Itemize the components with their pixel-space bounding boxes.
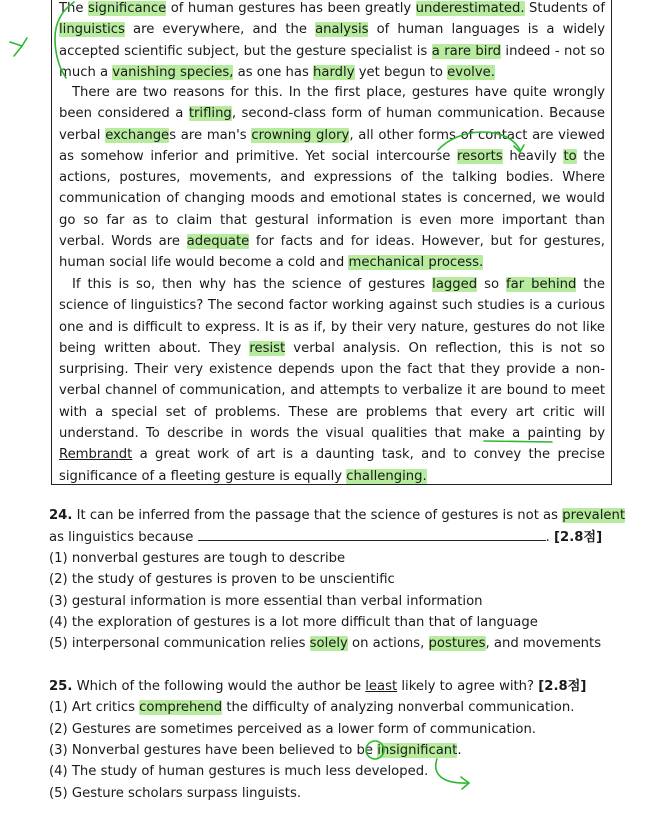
pen-checkmark-stroke [10,38,27,56]
q24-option-4: (4) the exploration of gestures is a lot more difficult than that of language [49,615,538,630]
q25-option-2: (2) Gestures are sometimes perceived as a lower form of communication. [49,722,536,737]
passage-paragraph-1: The significance of human gestures has been greatly underestimated. Students of linguistics are everywhere, and the analysis of human languages is a widely accepted scientific subject, but the gesture specialist is a rare bird indeed - not so much a vanishing species, as one has hardly yet begun to evolve. [59,1,605,80]
q24-option-2: (2) the study of gestures is proven to be unscientific [49,572,395,587]
highlighted-phrase: significance [87,1,167,16]
underlined-phrase: Rembrandt [59,447,133,463]
q24-stem-line2 [49,527,602,548]
pen-hook-arrow-stroke [436,759,468,783]
q24-option-5: (5) interpersonal communication relies solely on actions, postures, and movements [49,636,602,651]
q25-stem-b: likely to agree with? [397,679,535,694]
q24-answer-blank [198,528,546,541]
highlighted-phrase: adequate [186,234,250,250]
highlighted-phrase: to [563,148,577,164]
q24-option-3: (3) gestural information is more essential than verbal information [49,594,483,609]
highlighted-phrase: resorts [457,148,503,164]
q25-points: [2.8점] [538,679,587,694]
passage-paragraph-3: If this is so, then why has the science of gestures lagged so far behind the science of linguistics? The second factor working against such studies is a curious one and is difficult to express. It is as if, by their very nature, gestures do not like being written about. They resist verbal analysis. On reflection, this is not so surprising. Their very existence depends upon the fact that they provide a non-verbal channel of communication, and attempts to verbalize it are bound to meet with a special set of problems. These are problems that every art critic will understand. To describe in words the visual qualities that make a painting by Rembrandt a great work of art is a daunting task, and to convey the precise significance of a fleeting gesture is equally challenging. [59,277,606,484]
highlighted-phrase: linguistics [59,22,125,38]
highlighted-phrase: a rare bird [431,43,501,59]
highlighted-phrase: crowning glory [251,127,350,143]
highlighted-phrase: evolve. [447,64,495,80]
highlighted-phrase: far behind [506,277,577,292]
pen-hook-arrowhead [461,777,469,789]
q25-option-4: (4) The study of human gestures is much less developed. [49,764,429,779]
highlighted-phrase: postures [428,636,486,651]
highlighted-phrase: underestimated. [415,1,525,16]
highlighted-phrase: hardly [313,64,355,80]
highlighted-phrase: resist [249,340,286,356]
q25-stem [49,676,586,697]
highlighted-phrase: comprehend [139,700,223,715]
highlighted-phrase: insignificant [377,743,458,758]
highlighted-phrase: trifling [188,106,232,122]
q24-stem-end: . [545,530,550,545]
highlighted-phrase: analysis [315,22,369,38]
q25-number: 25. [49,679,73,694]
q24-option-1: (1) nonverbal gestures are tough to describe [49,551,346,566]
q24-stem-line1 [49,505,625,526]
highlighted-phrase: vanishing species, [112,64,234,80]
q24-stem-b: as linguistics because [49,530,194,545]
q25-option-5: (5) Gesture scholars surpass linguists. [49,786,302,801]
highlighted-phrase: exchange [105,127,170,143]
q24-stem-highlight: prevalent [562,508,626,523]
q25-stem-underlined: least [365,679,398,694]
highlighted-phrase: lagged [432,277,478,292]
q25-stem-a: Which of the following would the author be [76,679,366,694]
highlighted-phrase: mechanical process. [348,255,484,271]
passage-paragraph-2: There are two reasons for this. In the first place, gestures have quite wrongly been considered a trifling, second-class form of human communication. Because verbal exchanges are man's crowning glory, all other forms of contact are viewed as somehow inferior and primitive. Yet social intercourse resorts heavily to the actions, postures, movements, and expressions of the talking bodies. Where communication of changing moods and emotional states is concerned, we would go so far as to claim that gestural information is even more important than verbal. Words are adequate for facts and for ideas. However, but for gestures, human social life would become a cold and mechanical process. [59,85,605,271]
q25-option-3: (3) Nonverbal gestures have been believed to be insignificant. [49,743,462,758]
q24-points: [2.8점] [554,530,603,545]
q25-option-1: (1) Art critics comprehend the difficulty of analyzing nonverbal communication. [49,700,575,715]
highlighted-phrase: challenging. [346,468,427,484]
q24-stem-a: It can be inferred from the passage that the science of gestures is not as [76,508,563,523]
highlighted-phrase: solely [309,636,348,651]
q24-number: 24. [49,508,73,523]
